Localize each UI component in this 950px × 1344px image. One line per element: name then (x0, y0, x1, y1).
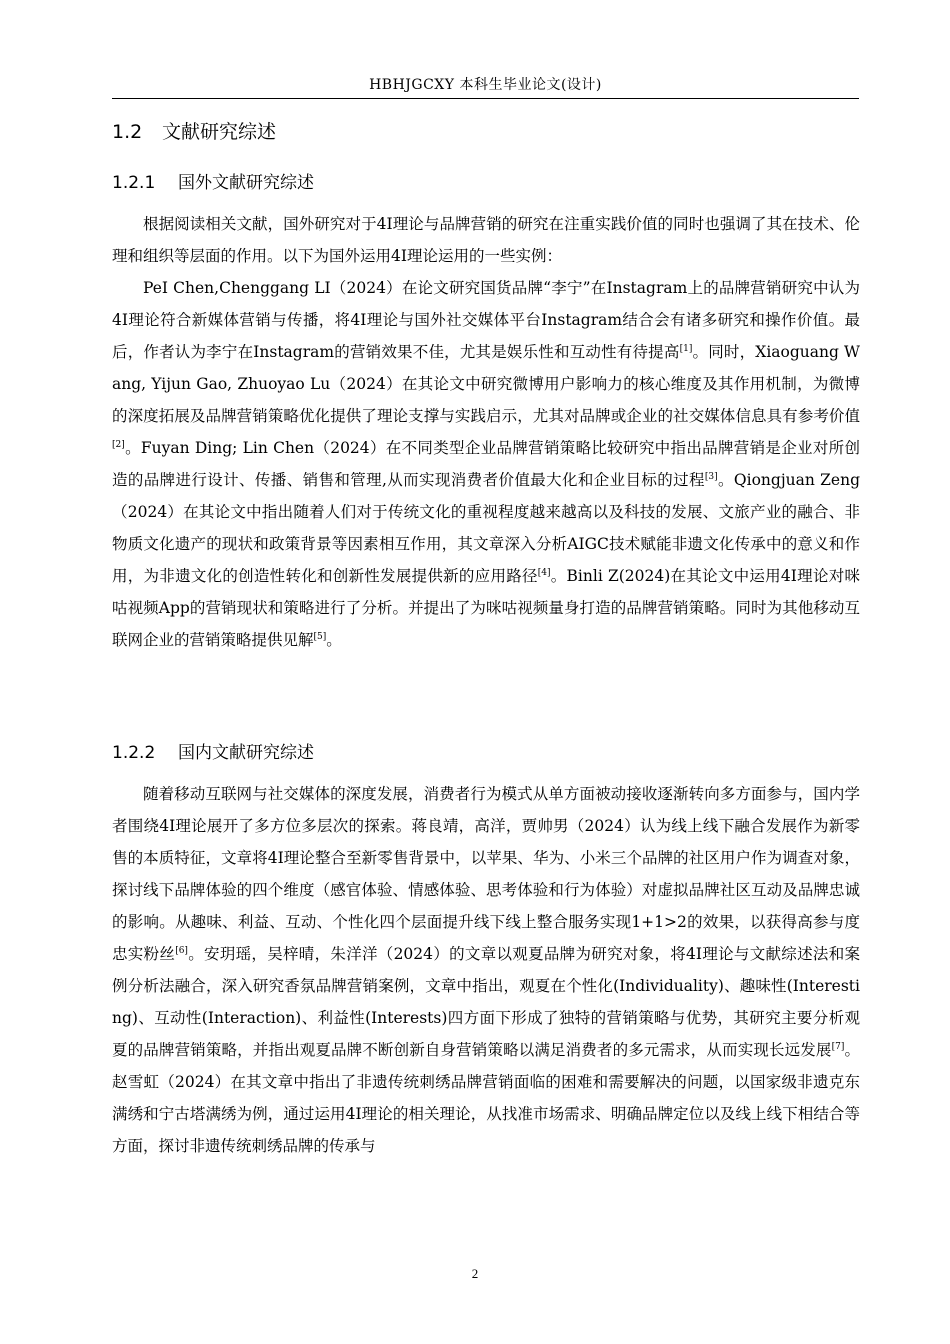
subsection-title: 国内文献研究综述 (178, 743, 314, 763)
section-heading (112, 119, 276, 145)
paragraph-foreign-review: PeI Chen,Chenggang LI（2024）在论文研究国货品牌“李宁”在Instagram上的品牌营销研究中认为4I理论符合新媒体营销与传播，将4I理论与国外社交媒体平台Instagram结合会有诸多研究和操作价值。最后，作者认为李宁在Instagram的营销效果不佳，尤其是娱乐性和互动性有待提高[1]。同时，Xiaoguang Wang, Yijun Gao, Zhuoyao Lu（2024）在其论文中研究微博用户影响力的核心维度及其作用机制，为微博的深度拓展及品牌营销策略优化提供了理论支撑与实践启示，尤其对品牌或企业的社交媒体信息具有参考价值[2]。Fuyan Ding; Lin Chen（2024）在不同类型企业品牌营销策略比较研究中指出品牌营销是企业对所创造的品牌进行设计、传播、销售和管理,从而实现消费者价值最大化和企业目标的过程[3]。Qiongjuan Zeng（2024）在其论文中指出随着人们对于传统文化的重视程度越来越高以及科技的发展、文旅产业的融合、非物质文化遗产的现状和政策背景等因素相互作用，其文章深入分析AIGC技术赋能非遗文化传承中的意义和作用，为非遗文化的创造性转化和创新性发展提供新的应用路径[4]。Binli Z(2024)在其论文中运用4I理论对咪咕视频App的营销现状和策略进行了分析。并提出了为咪咕视频量身打造的品牌营销策略。同时为其他移动互联网企业的营销策略提供见解[5]。 (112, 279, 860, 649)
section-title: 文献研究综述 (162, 121, 277, 143)
subsection-number: 1.2.2 (112, 743, 156, 763)
header-rule (112, 98, 859, 99)
page-number: 2 (471, 1266, 479, 1281)
section-number: 1.2 (112, 121, 143, 143)
paragraph-domestic-review: 随着移动互联网与社交媒体的深度发展，消费者行为模式从单方面被动接收逐渐转向多方面参与，国内学者围绕4I理论展开了多方位多层次的探索。蒋良靖，高洋，贾帅男（2024）认为线上线下融合发展作为新零售的本质特征，文章将4I理论整合至新零售背景中，以苹果、华为、小米三个品牌的社区用户作为调查对象，探讨线下品牌体验的四个维度（感官体验、情感体验、思考体验和行为体验）对虚拟品牌社区互动及品牌忠诚的影响。从趣味、利益、互动、个性化四个层面提升线下线上整合服务实现1+1>2的效果，以获得高参与度忠实粉丝[6]。安玥瑶，吴梓晴，朱洋洋（2024）的文章以观夏品牌为研究对象，将4I理论与文献综述法和案例分析法融合，深入研究香氛品牌营销案例，文章中指出，观夏在个性化(Individuality)、趣味性(Interesting)、互动性(Interaction)、利益性(Interests)四方面下形成了独特的营销策略与优势，其研究主要分析观夏的品牌营销策略，并指出观夏品牌不断创新自身营销策略以满足消费者的多元需求，从而实现长远发展[7]。赵雪虹（2024）在其文章中指出了非遗传统刺绣品牌营销面临的困难和需要解决的问题，以国家级非遗克东满绣和宁古塔满绣为例，通过运用4I理论的相关理论，从找准市场需求、明确品牌定位以及线上线下相结合等方面，探讨非遗传统刺绣品牌的传承与 (112, 785, 860, 1155)
citation-ref: [4] (537, 568, 551, 578)
page-header: HBHJGCXY 本科生毕业论文(设计) (369, 77, 602, 93)
citation-ref: [7] (831, 1042, 845, 1052)
citation-ref: [2] (112, 440, 125, 450)
subsection-heading-foreign (112, 171, 314, 195)
citation-ref: [5] (313, 632, 327, 642)
paragraph-intro: 根据阅读相关文献，国外研究对于4I理论与品牌营销的研究在注重实践价值的同时也强调了其在技术、伦理和组织等层面的作用。以下为国外运用4I理论运用的一些实例： (112, 215, 860, 265)
subsection-title: 国外文献研究综述 (178, 173, 314, 193)
citation-ref: [3] (704, 472, 718, 482)
subsection-heading-domestic (112, 741, 314, 765)
citation-ref: [1] (679, 344, 693, 354)
subsection-number: 1.2.1 (112, 173, 156, 193)
citation-ref: [6] (175, 946, 188, 956)
